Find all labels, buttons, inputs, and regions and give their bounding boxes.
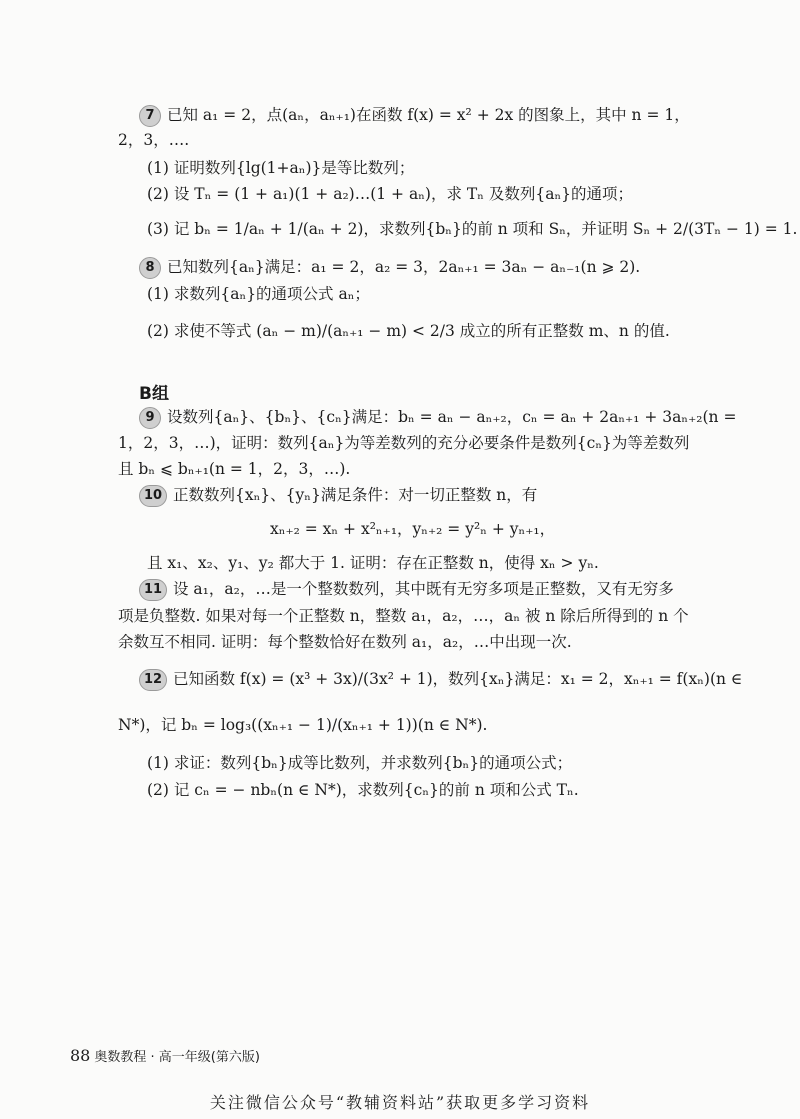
problem-12-part-1: (1) 求证：数列{bₙ}成等比数列，并求数列{bₙ}的通项公式； [147,754,573,772]
problem-9-line-3: 且 bₙ ⩽ bₙ₊₁(n = 1，2，3，…). [118,460,351,478]
problem-12-line-1 [139,668,742,691]
section-title: B组 [139,384,169,404]
problem-10-formula: xₙ₊₂ = xₙ + x²ₙ₊₁，yₙ₊₂ = y²ₙ + yₙ₊₁， [270,520,556,538]
problem-number-badge: 8 [139,257,161,279]
problem-12-part-2: (2) 记 cₙ = − nbₙ(n ∈ N*)，求数列{cₙ}的前 n 项和公式 Tₙ. [147,781,579,799]
problem-text: 正数数列{xₙ}、{yₙ}满足条件：对一切正整数 n，有 [173,486,538,504]
problem-12-line-2: N*)，记 bₙ = log₃((xₙ₊₁ − 1)/(xₙ₊₁ + 1))(n ∈ N*). [118,716,488,734]
problem-7-part-1: (1) 证明数列{lg(1+aₙ)}是等比数列； [147,159,415,177]
problem-9-line-2: 1，2，3，…)，证明：数列{aₙ}为等差数列的充分必要条件是数列{cₙ}为等差数列 [118,434,690,452]
page-footer [70,1046,260,1065]
problem-11-line-1 [139,578,674,601]
problem-8-part-2: (2) 求使不等式 (aₙ − m)/(aₙ₊₁ − m) < 2/3 成立的所有正整数 m、n 的值. [147,322,670,340]
problem-text: 已知数列{aₙ}满足：a₁ = 2，a₂ = 3，2aₙ₊₁ = 3aₙ − aₙ₋₁(n ⩾ 2). [167,258,641,276]
problem-number-badge: 10 [139,485,167,507]
problem-7-part-3: (3) 记 bₙ = 1/aₙ + 1/(aₙ + 2)，求数列{bₙ}的前 n 项和 Sₙ，并证明 Sₙ + 2/(3Tₙ − 1) = 1. [147,220,798,238]
problem-text: 设数列{aₙ}、{bₙ}、{cₙ}满足：bₙ = aₙ − aₙ₊₂，cₙ = aₙ + 2aₙ₊₁ + 3aₙ₊₂(n = [167,408,737,426]
problem-number-badge: 11 [139,579,167,601]
problem-11-line-2: 项是负整数. 如果对每一个正整数 n，整数 a₁，a₂，…，aₙ 被 n 除后所得到的 n 个 [118,607,689,625]
watermark-text: 关注微信公众号“教辅资料站”获取更多学习资料 [209,1093,591,1112]
problem-number-badge: 7 [139,105,161,127]
problem-7-line-2: 2，3，…. [118,131,190,149]
problem-10-line-1 [139,484,537,507]
problem-7-part-2: (2) 设 Tₙ = (1 + a₁)(1 + a₂)…(1 + aₙ)，求 Tₙ 及数列{aₙ}的通项； [147,185,634,203]
problem-11-line-3: 余数互不相同. 证明：每个整数恰好在数列 a₁，a₂，…中出现一次. [118,633,572,651]
problem-8-part-1: (1) 求数列{aₙ}的通项公式 aₙ； [147,285,370,303]
problem-8-line-1 [139,256,640,279]
problem-7-line-1 [139,104,690,127]
problem-text: 已知 a₁ = 2，点(aₙ，aₙ₊₁)在函数 f(x) = x² + 2x 的图象上，其中 n = 1， [167,106,690,124]
problem-text: 设 a₁，a₂，…是一个整数数列，其中既有无穷多项是正整数，又有无穷多 [173,580,674,598]
problem-9-line-1 [139,406,736,429]
problem-text: 已知函数 f(x) = (x³ + 3x)/(3x² + 1)，数列{xₙ}满足：x₁ = 2，xₙ₊₁ = f(xₙ)(n ∈ [173,670,743,688]
book-title: 奥数教程 · 高一年级(第六版) [94,1050,260,1065]
problem-number-badge: 9 [139,407,161,429]
problem-number-badge: 12 [139,669,167,691]
problem-10-line-2: 且 x₁、x₂、y₁、y₂ 都大于 1. 证明：存在正整数 n，使得 xₙ > yₙ. [147,554,599,572]
page-number: 88 [70,1046,91,1065]
